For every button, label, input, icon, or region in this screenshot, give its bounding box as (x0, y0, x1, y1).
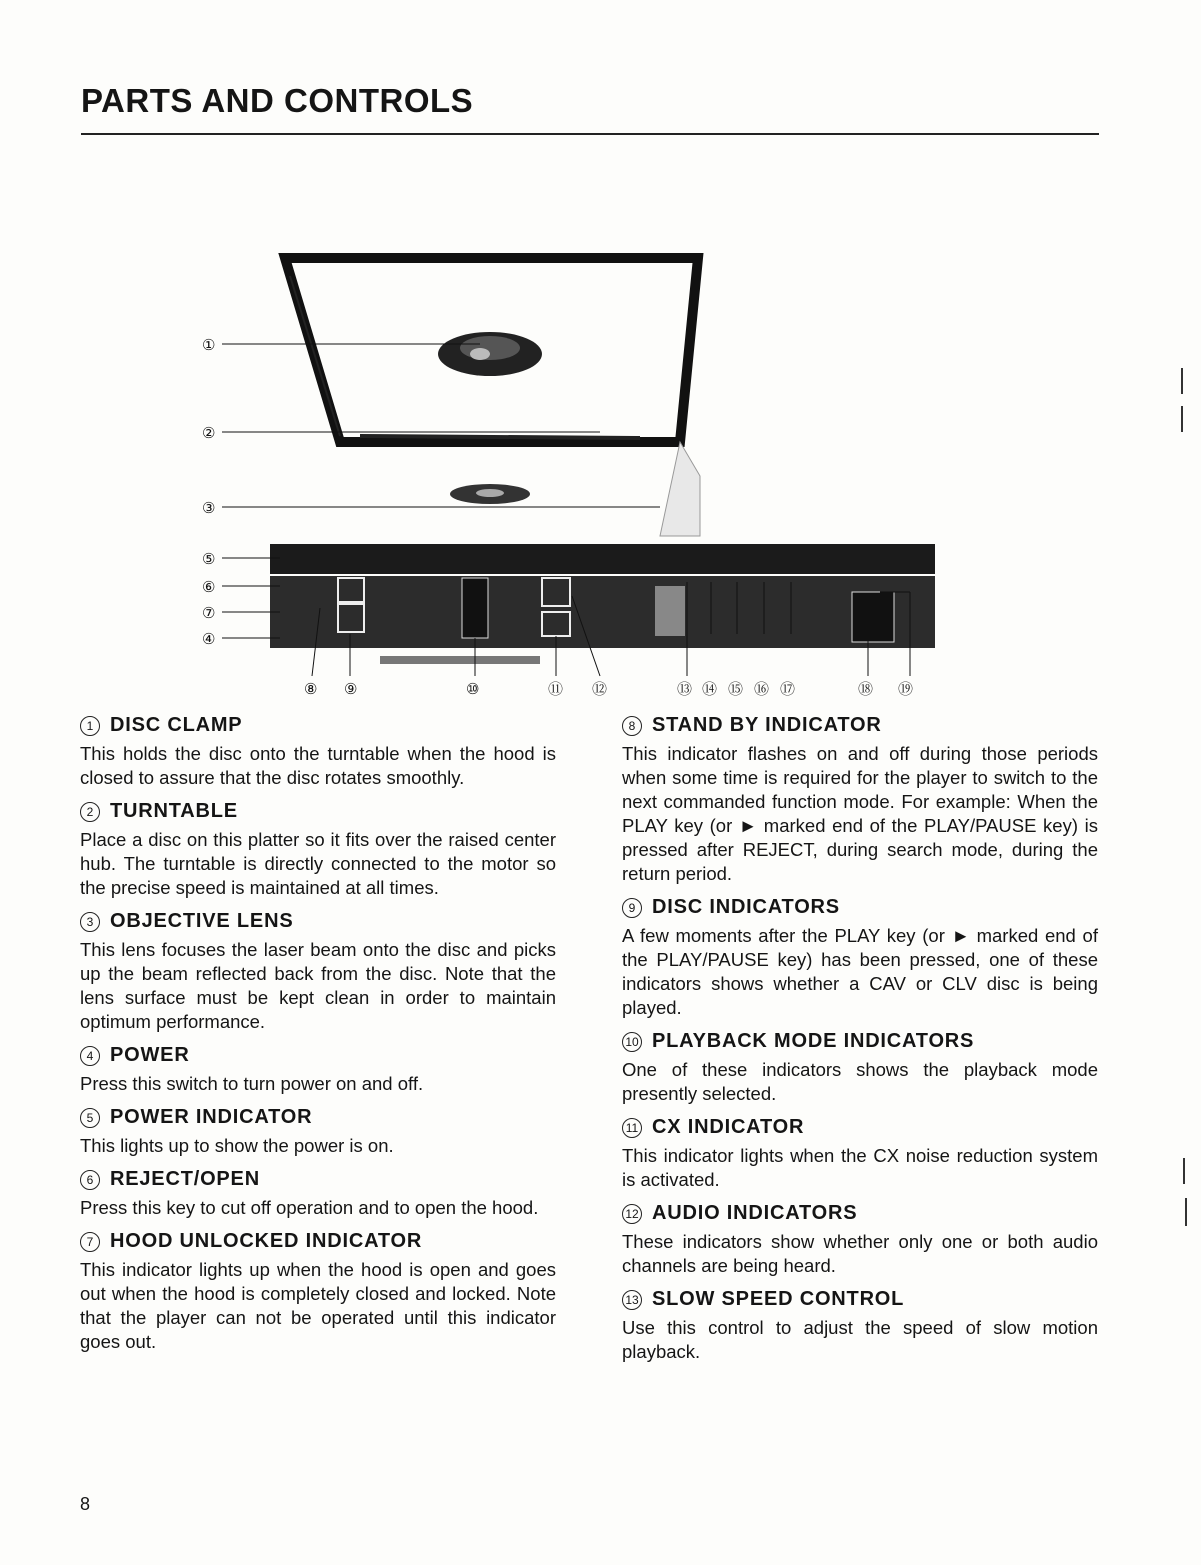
callout-12: ⑫ (592, 680, 608, 698)
entry-heading (80, 1044, 556, 1067)
callout-6: ⑥ (202, 578, 216, 596)
entry-heading (622, 1202, 1098, 1225)
heading-text: TURNTABLE (110, 800, 238, 822)
heading-text: AUDIO INDICATORS (652, 1202, 858, 1224)
page-title: PARTS AND CONTROLS (81, 82, 474, 119)
number-badge: 11 (622, 1118, 642, 1138)
entry-heading (622, 1116, 1098, 1139)
number-badge: 4 (80, 1046, 100, 1066)
callout-15: ⑮ (728, 680, 744, 698)
callout-11: ⑪ (548, 680, 564, 698)
number-badge: 2 (80, 802, 100, 822)
entry-heading (80, 1230, 556, 1253)
entry-heading (80, 800, 556, 823)
entry-description: This indicator lights up when the hood is open and goes out when the hood is completely closed and locked. Note that the player can not be operated until this indicator goes out. (80, 1259, 556, 1352)
entry-heading (622, 1030, 1098, 1053)
entry-4 (80, 1044, 556, 1096)
entry-5 (80, 1106, 556, 1158)
callout-10: ⑩ (466, 680, 480, 698)
callout-4: ④ (202, 630, 216, 648)
callout-13: ⑬ (677, 680, 693, 698)
entry-description: Use this control to adjust the speed of slow motion playback. (622, 1317, 1098, 1362)
number-badge: 12 (622, 1204, 642, 1224)
callout-1: ① (202, 336, 216, 354)
entry-heading (80, 1168, 556, 1191)
entry-description: This indicator lights when the CX noise reduction system is activated. (622, 1145, 1098, 1190)
entry-description: Press this switch to turn power on and off. (80, 1073, 424, 1094)
entry-12 (622, 1202, 1098, 1278)
entry-heading (80, 910, 556, 933)
number-badge: 7 (80, 1232, 100, 1252)
entry-description: One of these indicators shows the playback mode presently selected. (622, 1059, 1098, 1104)
entry-description: These indicators show whether only one or both audio channels are being heard. (622, 1231, 1098, 1276)
entry-1 (80, 714, 556, 790)
entry-description: This indicator flashes on and off during those periods when some time is required for the player to switch to the next commanded function mode. For example: When the PLAY key (or ► marked end of the PLAY/PAUSE key) is pressed after REJECT, during search mode, during the return period. (622, 743, 1098, 884)
callout-7: ⑦ (202, 604, 216, 622)
entry-8 (622, 714, 1098, 886)
callout-5: ⑤ (202, 550, 216, 568)
entry-heading (80, 714, 556, 737)
margin-mark (1183, 1158, 1185, 1184)
margin-mark (1181, 406, 1183, 432)
entry-description: Place a disc on this platter so it fits over the raised center hub. The turntable is directly connected to the motor so the precise speed is maintained at all times. (80, 829, 556, 898)
number-badge: 8 (622, 716, 642, 736)
heading-text: OBJECTIVE LENS (110, 910, 294, 932)
callout-19: ⑲ (898, 680, 914, 698)
entry-heading (622, 714, 1098, 737)
title-divider (81, 133, 1099, 135)
callout-8: ⑧ (304, 680, 318, 698)
number-badge: 3 (80, 912, 100, 932)
number-badge: 10 (622, 1032, 642, 1052)
callout-17: ⑰ (780, 680, 796, 698)
heading-text: HOOD UNLOCKED INDICATOR (110, 1230, 423, 1252)
entry-3 (80, 910, 556, 1034)
player-illustration (180, 236, 940, 706)
heading-text: DISC INDICATORS (652, 896, 840, 918)
entry-11 (622, 1116, 1098, 1192)
left-column (80, 714, 556, 1364)
heading-text: POWER INDICATOR (110, 1106, 313, 1128)
entry-6 (80, 1168, 556, 1220)
callout-3: ③ (202, 499, 216, 517)
margin-mark (1181, 368, 1183, 394)
callout-14: ⑭ (702, 680, 718, 698)
heading-text: REJECT/OPEN (110, 1168, 260, 1190)
callout-9: ⑨ (344, 680, 358, 698)
entry-description: This lens focuses the laser beam onto the disc and picks up the beam reflected back from the disc. Note that the lens surface must be kept clean in order to maintain optimum performance. (80, 939, 556, 1032)
heading-text: CX INDICATOR (652, 1116, 805, 1138)
entry-heading (622, 1288, 1098, 1311)
front-panel (270, 576, 935, 648)
margin-mark (1185, 1198, 1187, 1226)
front-panel-top (270, 544, 935, 574)
entry-2 (80, 800, 556, 900)
objective-lens (476, 489, 504, 497)
callout-18: ⑱ (858, 680, 874, 698)
entry-description: This lights up to show the power is on. (80, 1135, 394, 1156)
number-badge: 9 (622, 898, 642, 918)
number-badge: 13 (622, 1290, 642, 1310)
entry-13 (622, 1288, 1098, 1364)
entry-description: A few moments after the PLAY key (or ► marked end of the PLAY/PAUSE key) has been pressed, one of these indicators shows whether a CAV or CLV disc is being played. (622, 925, 1098, 1018)
number-badge: 5 (80, 1108, 100, 1128)
number-badge: 6 (80, 1170, 100, 1190)
heading-text: STAND BY INDICATOR (652, 714, 882, 736)
callout-16: ⑯ (754, 680, 770, 698)
heading-text: PLAYBACK MODE INDICATORS (652, 1030, 975, 1052)
entry-description: Press this key to cut off operation and to open the hood. (80, 1197, 539, 1218)
entry-10 (622, 1030, 1098, 1106)
entry-description: This holds the disc onto the turntable when the hood is closed to assure that the disc rotates smoothly. (80, 743, 556, 788)
heading-text: SLOW SPEED CONTROL (652, 1288, 905, 1310)
heading-text: POWER (110, 1044, 190, 1066)
callout-2: ② (202, 424, 216, 442)
entry-7 (80, 1230, 556, 1354)
heading-text: DISC CLAMP (110, 714, 243, 736)
entry-heading (622, 896, 1098, 919)
number-badge: 1 (80, 716, 100, 736)
entry-heading (80, 1106, 556, 1129)
page-number: 8 (80, 1494, 91, 1514)
entry-9 (622, 896, 1098, 1020)
right-column (622, 714, 1098, 1374)
